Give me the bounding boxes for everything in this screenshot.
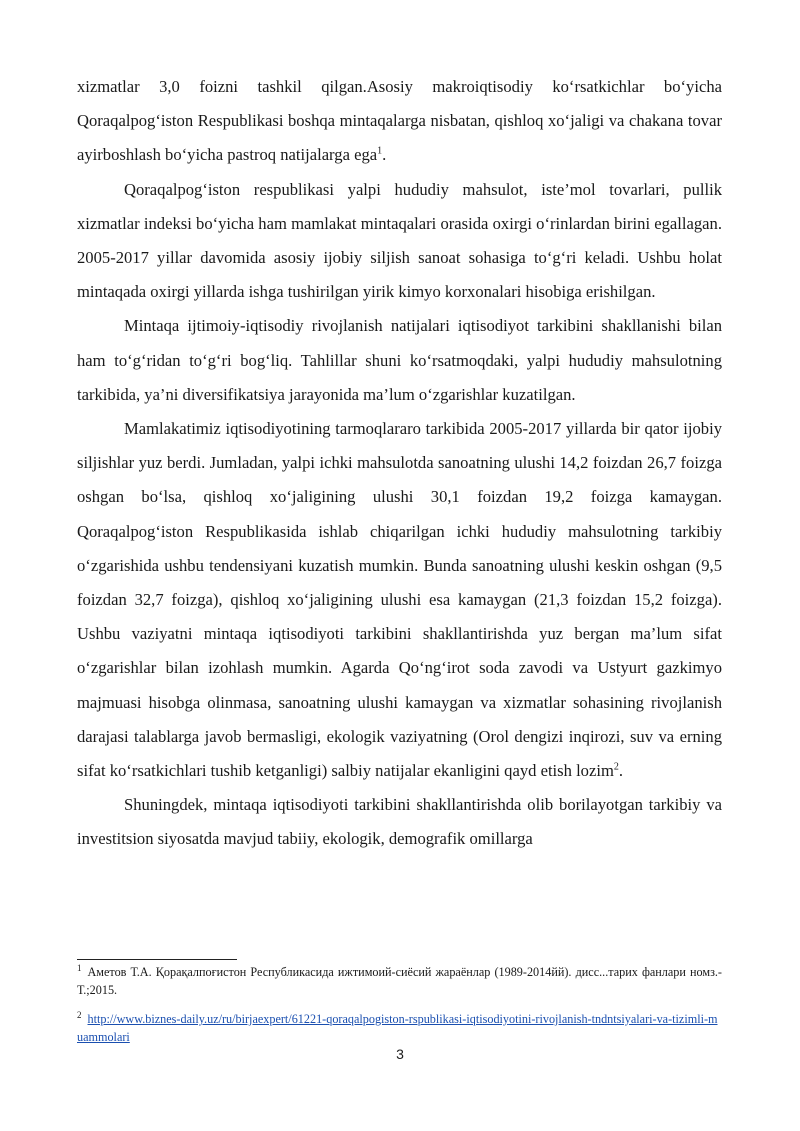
paragraph-4 [77, 412, 722, 788]
paragraph-5-text: Shuningdek, mintaqa iqtisodiyoti tarkibini shakllantirishda olib borilayotgan tarkibiy va investitsion siyosatda mavjud tabiiy, ekologik, demografik omillarga [77, 795, 722, 849]
body-text [77, 70, 722, 857]
footnote-1-text: Аметов Т.А. Қорақалпоғистон Республикасида ижтимоий-сиёсий жараёнлар (1989-2014йй). дисс...тарих фанлари номз.-Т.;2015. [77, 965, 722, 997]
page-number: 3 [396, 1046, 404, 1062]
footnote-2-link[interactable]: http://www.biznes-daily.uz/ru/birjaexpert/61221-qoraqalpogiston-rspublikasi-iqtisodiyotini-rivojlanish-tndntsiyalari-va-tizimli-muammolari [77, 1012, 718, 1044]
paragraph-1-end: . [382, 145, 387, 165]
footnote-separator [77, 959, 237, 960]
paragraph-4-text: Mamlakatimiz iqtisodiyotining tarmoqlararo tarkibida 2005-2017 yillarda bir qator ijobiy siljishlar yuz berdi. Jumladan, yalpi ichki mahsulotda sanoatning ulushi 14,2 foizdan 26,7 foizga oshgan bo‘lsa, qishloq xo‘jaligining ulushi 30,1 foizdan 19,2 foizga kamaygan. Qoraqalpog‘iston Respublikasida ishlab chiqarilgan ichki hududiy mahsulotning tarkibiy o‘zgarishida ushbu tendensiyani kuzatish mumkin. Bunda sanoatning ulushi keskin oshgan (9,5 foizdan 32,7 foizga), qishloq xo‘jaligining ulushi esa kamaygan (21,3 foizdan 15,2 foizga). Ushbu vaziyatni mintaqa iqtisodiyoti tarkibini shakllantirishda yuz bergan ma’lum sifat o‘zgarishlar bilan izohlash mumkin. Agarda Qo‘ng‘irot soda zavodi va Ustyurt gazkimyo majmuasi hisobga olinmasa, sanoatning ulushi kamaygan va xizmatlar sohasining rivojlanish darajasi talablarga javob bermasligi, ekologik vaziyatning (Orol dengizi inqirozi, suv va erning sifat ko‘rsatkichlari tushib ketganligi) salbiy natijalar ekanligini qayd etish lozim [77, 419, 722, 781]
paragraph-1 [77, 70, 722, 173]
paragraph-2-text: Qoraqalpog‘iston respublikasi yalpi hududiy mahsulot, iste’mol tovarlari, pullik xizmatlar indeksi bo‘yicha ham mamlakat mintaqalari orasida oxirgi o‘rinlardan birini egallagan. 2005-2017 yillar davomida asosiy ijobiy siljish sanoat sohasiga to‘g‘ri keladi. Ushbu holat mintaqada oxirgi yillarda ishga tushirilgan yirik kimyo korxonalari hisobiga erishilgan. [77, 179, 722, 302]
paragraph-2 [77, 173, 722, 310]
footnotes [77, 963, 722, 1057]
paragraph-3 [77, 309, 722, 412]
footnote-2 [77, 1010, 722, 1046]
paragraph-3-text: Mintaqa ijtimoiy-iqtisodiy rivojlanish natijalari iqtisodiyot tarkibini shakllanishi bilan ham to‘g‘ridan to‘g‘ri bog‘liq. Tahlillar shuni ko‘rsatmoqdaki, yalpi hududiy mahsulotning tarkibida, ya’ni diversifikatsiya jarayonida ma’lum o‘zgarishlar kuzatilgan. [77, 316, 722, 404]
footnote-ref-2[interactable]: 2 [613, 761, 619, 773]
paragraph-5 [77, 788, 722, 856]
footnote-ref-1[interactable]: 1 [377, 145, 383, 157]
footnote-mark-1: 1 [77, 962, 82, 973]
footnote-1 [77, 963, 722, 999]
paragraph-1-text: xizmatlar 3,0 foizni tashkil qilgan.Asosiy makroiqtisodiy ko‘rsatkichlar bo‘yicha Qoraqalpog‘iston Respublikasi boshqa mintaqalarga nisbatan, qishloq xo‘jaligi va chakana tovar ayirboshlash bo‘yicha pastroq natijalarga ega [77, 77, 722, 165]
footnote-mark-2: 2 [77, 1009, 82, 1020]
paragraph-4-end: . [618, 761, 624, 781]
